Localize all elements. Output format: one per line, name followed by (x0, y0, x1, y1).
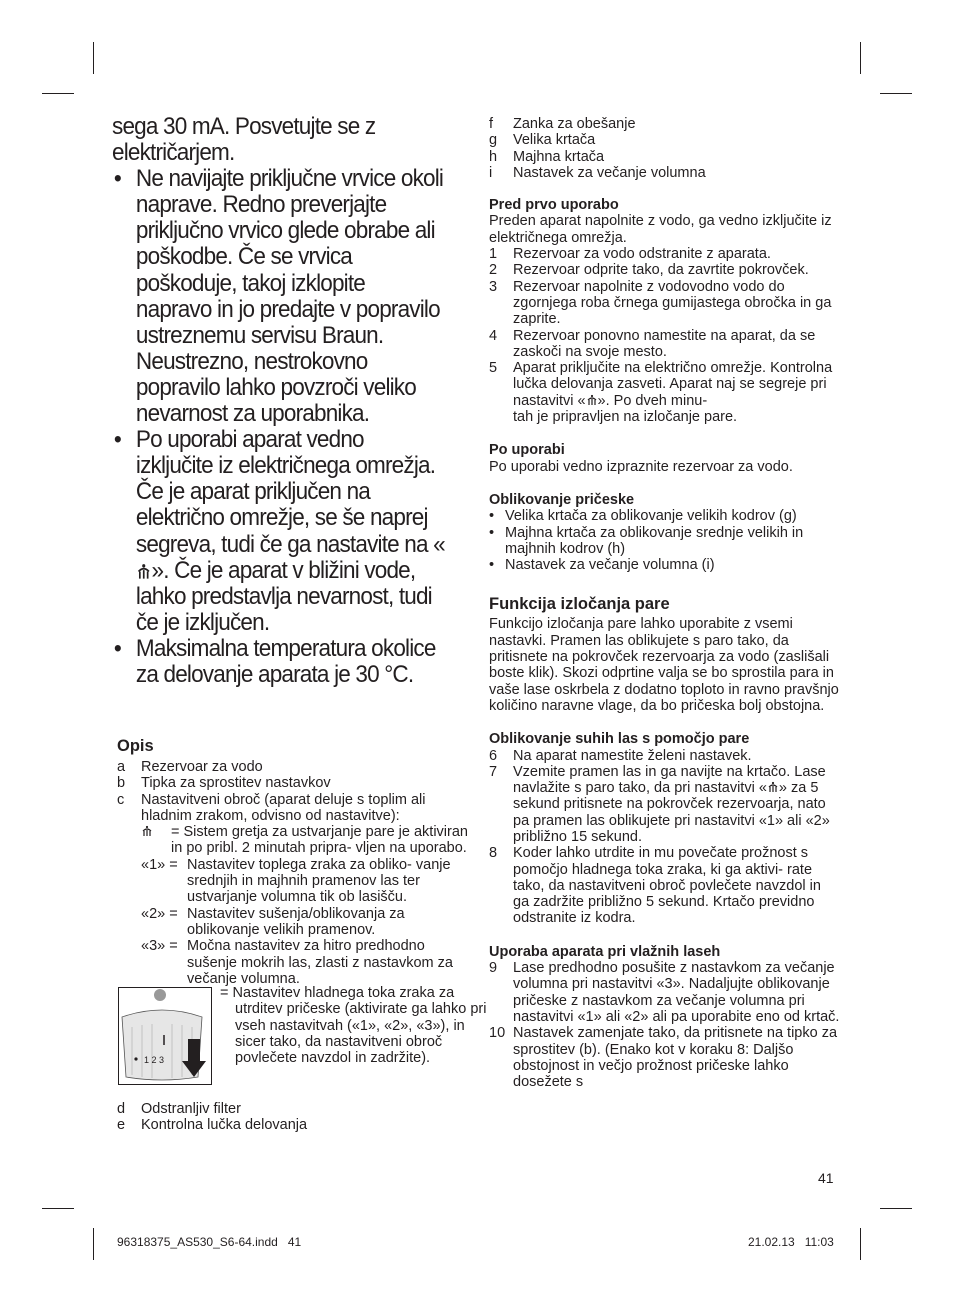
crop-mark (880, 93, 912, 94)
step: 10 Nastavek zamenjate tako, da pritisnete na tipko za sprostitev (b). (Enako kot v koraku 8: Daljšo obstojnost in večjo prožnost pričeske lahko dosežete s (489, 1025, 838, 1091)
footer-date: 21.02.13 11:03 (748, 1235, 834, 1249)
list-item: b Tipka za sprostitev nastavkov (117, 775, 331, 792)
crop-mark (42, 1208, 74, 1209)
right-column (489, 116, 841, 1090)
crop-mark (880, 1208, 912, 1209)
crop-mark (860, 1228, 861, 1260)
paragraph: Po uporabi vedno izpraznite rezervoar za vodo. (489, 458, 793, 475)
section-title: Opis (117, 737, 154, 755)
step: 2 Rezervoar odprite tako, da zavrtite pokrovček. (489, 262, 809, 279)
section-title: Oblikovanje suhih las s pomočjo pare (489, 731, 750, 748)
step: 6 Na aparat namestite želeni nastavek. (489, 747, 752, 764)
step: 7 Vzemite pramen las in ga navijte na krtačo. Lase navlažite s paro tako, da pri nastavitvi « » za 5 sekund pritisnete na pokrovček rezervoarja, nato pa pramen las oblikujete pri nastavitvi «1» ali «2» približno 15 sekund. (489, 763, 830, 845)
section-title: Pred prvo uporabo (489, 197, 619, 214)
setting-ring-illustration (118, 987, 212, 1085)
figure-labels: 1 2 3 (144, 1055, 165, 1066)
list-item: d Odstranljiv filter (117, 1101, 241, 1118)
crop-mark (860, 42, 861, 74)
warning-bullet: • Ne navijajte priključne vrvice okoli naprave. Redno preverjajte priključno vrvico glede obrabe ali poškodbe. Če se vrvica poškoduje, takoj izklopite napravo in jo predajte v popravilo ustreznemu servisu Braun. Neustrezno, nestrokovno popravilo lahko povzroči veliko nevarnost za uporabnika. (113, 165, 444, 428)
warning-bullet: • Maksimalna temperatura okolice za delovanje aparata je 30 °C. (113, 634, 436, 688)
bullet-item: • Velika krtača za oblikovanje velikih kodrov (g) (489, 508, 797, 525)
list-item: c Nastavitveni obroč (aparat deluje s toplim ali hladnim zrakom, odvisno od nastavitve): (117, 791, 426, 824)
setting-option: «1» = Nastavitev toplega zraka za obliko- vanje srednjih in majhnih pramenov las ter ustvarjanje volumna tik ob lasišču. (141, 856, 451, 906)
section-title: Po uporabi (489, 442, 565, 459)
list-item: f Zanka za obešanje (489, 116, 636, 132)
steam-icon (586, 394, 598, 406)
step: 8 Koder lahko utrdite in mu povečate prožnost s pomočjo hladnega toka zraka, ki ga aktivi- rate tako, da nastavitveni obroč povlečete navzdol in ga zadržite približno 5 sekund. Krtačo previdno odstranite iz kodra. (489, 845, 821, 927)
safety-warnings (112, 114, 445, 688)
steam-icon (141, 825, 153, 837)
setting-option: = Sistem gretja za ustvarjanje pare je aktiviran in po pribl. 2 minutah pripra- vljen na uporabo. (141, 824, 472, 857)
list-item: a Rezervoar za vodo (117, 759, 263, 775)
steam-icon (767, 781, 779, 793)
step: 5 Aparat priključite na električno omrežje. Kontrolna lučka delovanja zasveti. Aparat naj se segreje pri nastavitvi « ». Po dveh minu- tah je pripravljen na izločanje pare. (489, 360, 833, 426)
section-title: Uporaba aparata pri vlažnih laseh (489, 943, 721, 960)
warning-bullet: • Po uporabi aparat vedno izključite iz električnega omrežja. Če je aparat priključen na električno omrežje, se še naprej segreva, tudi če ga nastavite na «». Če je aparat v bližini vode, lahko predstavlja nevarnost, tudi če je izključen. (113, 426, 445, 636)
step: 3 Rezervoar napolnite z vodovodno vodo do zgornjega roba črnega gumijastega obročka in ga zaprite. (489, 278, 832, 328)
bullet-item: • Majhna krtača za oblikovanje srednje velikih in majhnih kodrov (h) (489, 524, 804, 557)
section-title: Oblikovanje pričeske (489, 491, 635, 508)
bullet-item: • Nastavek za večanje volumna (i) (489, 557, 715, 574)
list-item: g Velika krtača (489, 132, 596, 149)
warning-text: sega 30 mA. Posvetujte se z električarjem. (112, 113, 376, 167)
setting-option: «2» = Nastavitev sušenja/oblikovanja za oblikovanje velikih pramenov. (141, 905, 405, 938)
footer-file: 96318375_AS530_S6-64.indd 41 (117, 1235, 302, 1249)
description-section (117, 737, 487, 1134)
list-item: e Kontrolna lučka delovanja (117, 1117, 308, 1134)
list-item: h Majhna krtača (489, 148, 605, 165)
crop-mark (42, 93, 74, 94)
paragraph: Funkcijo izločanja pare lahko uporabite z vsemi nastavki. Pramen las oblikujete s paro tako, da pritisnete na pokrovček rezervoarja za vodo (zaslišali boste klik). Skozi odprtine valja se bo sprostila para in vaše lase oskrbela z dodatno toploto in ravno pravšnjo količino naravne vlage, da bo pričeska bolj obstojna. (489, 616, 839, 714)
cool-shot-row (117, 985, 487, 1101)
step: 9 Lase predhodno posušite z nastavkom za večanje volumna pri nastavitvi «3». Nadaljujte oblikovanje pričeske z nastavkom za večanje volumna pri nastavitvi «1» ali «2» ali pa uporabite eno od krtač. (489, 960, 840, 1025)
cool-shot-description: = Nastavitev hladnega toka zraka za utrditev pričeske (aktivirate ga lahko pri vseh nastavitvah («1», «2», «3»), in sicer tako, da nastavitveni obroč povlečete navzdol in zadržite). (220, 985, 487, 1067)
crop-mark (93, 42, 94, 74)
paragraph: Preden aparat napolnite z vodo, ga vedno izključite iz električnega omrežja. (489, 213, 832, 246)
steam-icon (136, 563, 152, 580)
list-item: i Nastavek za večanje volumna (489, 164, 706, 181)
section-title: Funkcija izločanja pare (489, 595, 670, 614)
step: 4 Rezervoar ponovno namestite na aparat, da se zaskoči na svoje mesto. (489, 327, 816, 360)
crop-mark (93, 1228, 94, 1260)
page-number: 41 (818, 1170, 834, 1186)
setting-option: «3» = Močna nastavitev za hitro predhodno sušenje mokrih las, zlasti z nastavkom za večanje volumna. (141, 938, 453, 987)
step: 1 Rezervoar za vodo odstranite z aparata. (489, 246, 771, 263)
